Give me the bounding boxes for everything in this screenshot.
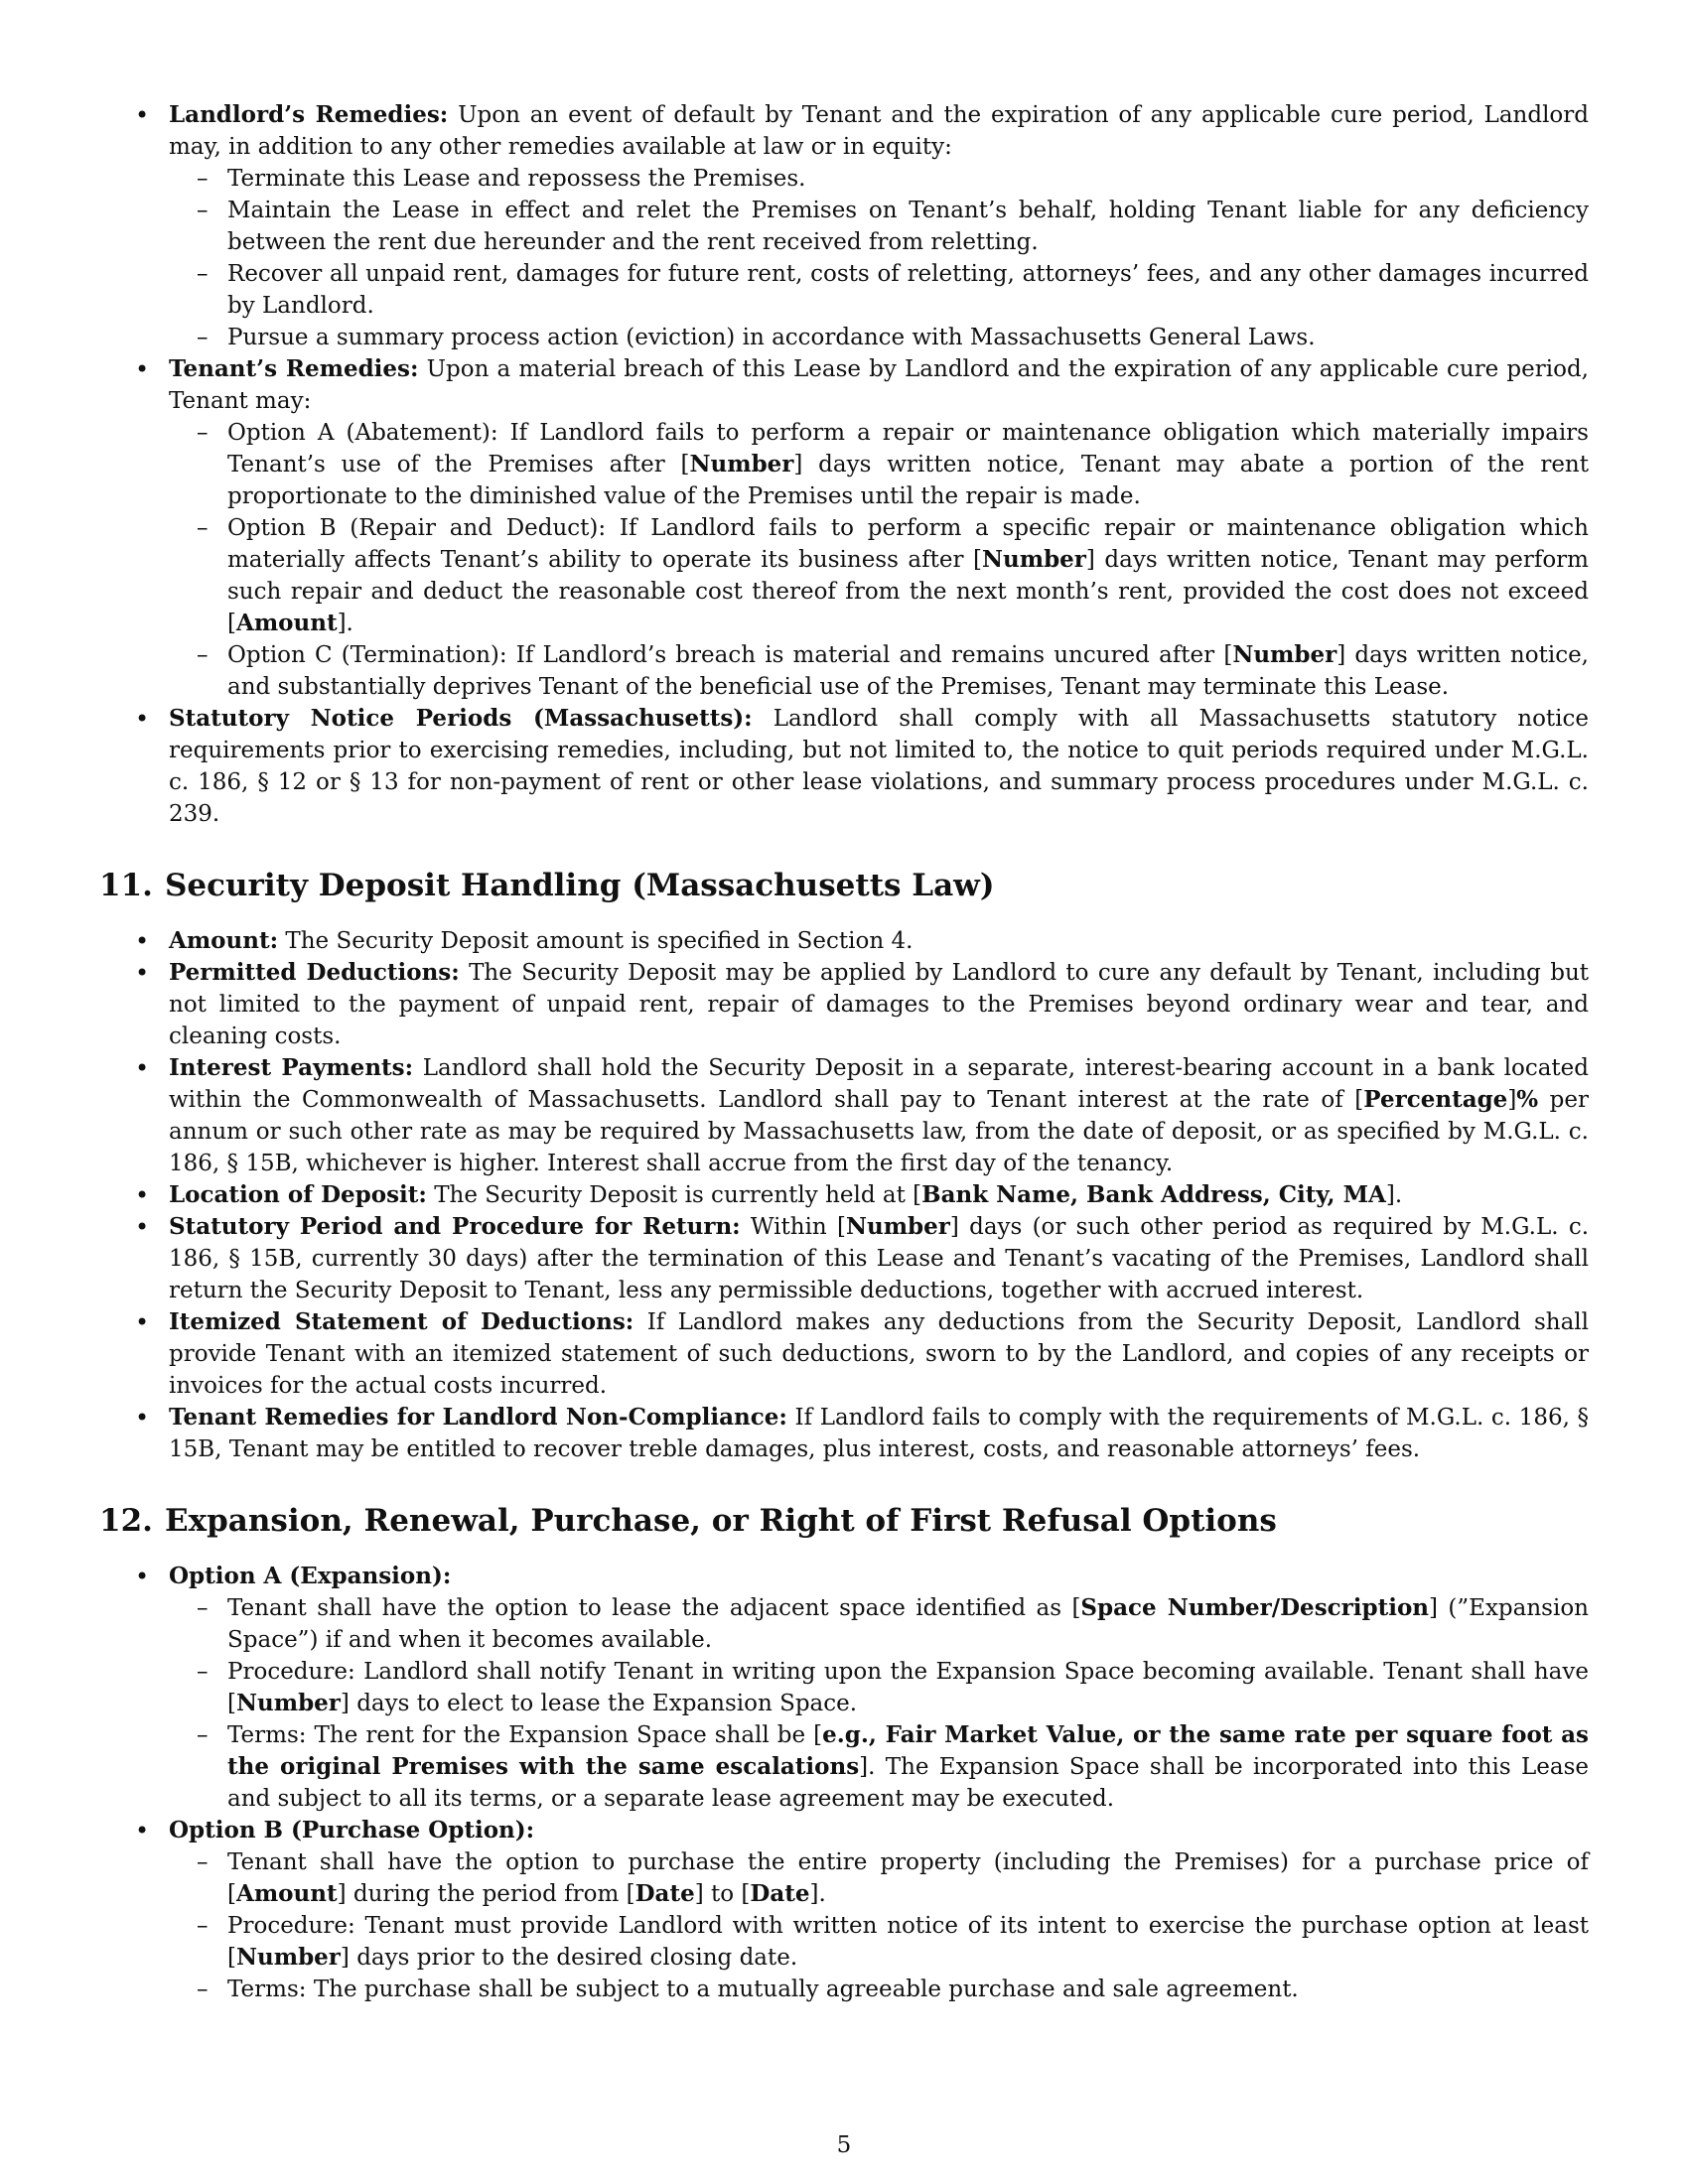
text-segment: ] during the period from [ [337,1881,635,1907]
tenant-remedies-sublist [169,417,1589,703]
section-11-heading [99,866,1589,905]
text-segment: ]. [1385,1182,1403,1208]
item-text: Upon a material breach of this Lease by Landlord and the expiration of any applicable cure period, Tenant may: [169,356,1589,414]
item-label: Itemized Statement of Deductions: [169,1308,634,1335]
placeholder-field: Number [689,451,794,478]
text-segment: Option A (Abatement): If Landlord fails to perform a repair or maintenance obligation which materially impairs Tenant’s use of the Premises after [ [227,420,1589,478]
sub-item [169,1719,1589,1815]
text-segment: ] days to elect to lease the Expansion Space. [340,1691,858,1716]
text-segment: ] days (or such other period as required by M.G.L. c. 186, § 15B, currently 30 days) after the termination of this Lease and Tenant’s vacating of the Premises, Landlord shall return the Security Deposit to Tenant, less any permissible deductions, together with accrued interest. [169,1214,1590,1303]
placeholder-field: Percentage [1363,1086,1508,1113]
sub-item: – Terminate this Lease and repossess the Premises. [169,163,1589,195]
text-segment: Landlord shall hold the Security Deposit in a separate, interest-bearing account in a bank located within the Commonwealth of Massachusetts. Landlord shall pay to Tenant interest at the rate of [ [169,1055,1589,1113]
option-c-termination [169,639,1589,703]
item-label: Location of Deposit: [169,1181,427,1208]
sub-item: – Maintain the Lease in effect and relet the Premises on Tenant’s behalf, holding Tenant liable for any deficiency between the rent due hereunder and the rent received from reletting. [169,195,1589,258]
sub-item: – Pursue a summary process action (eviction) in accordance with Massachusetts General Laws. [169,322,1589,353]
location-item [99,1179,1589,1211]
item-label: Tenant’s Remedies: [169,355,419,382]
itemized-item [99,1306,1589,1402]
item-label: Landlord’s Remedies: [169,101,449,128]
option-a-expansion-item [99,1561,1589,1815]
text-segment: ] days written notice, Tenant may perform such repair and deduct the reasonable cost thereof from the next month’s rent, provided the cost does not exceed [ [227,547,1589,636]
text-segment: % [1516,1086,1539,1113]
item-label: Option B (Purchase Option): [169,1817,535,1843]
placeholder-field: Bank Name, Bank Address, City, MA [921,1181,1386,1208]
text-segment: ] to [ [694,1881,751,1907]
text-segment: ] [1507,1087,1517,1113]
section11-list [99,925,1589,1465]
landlord-remedies-item [99,99,1589,353]
text-segment: The Security Deposit is currently held at [ [434,1182,922,1208]
interest-item [99,1052,1589,1179]
text-segment: ]. The Expansion Space shall be incorporated into this Lease and subject to all its terms, or a separate lease agreement may be executed. [227,1754,1589,1812]
sub-item [169,1592,1589,1656]
option-a-sublist [169,1592,1589,1815]
placeholder-field: Date [634,1880,695,1907]
option-b-repair-deduct [169,512,1589,639]
page-number: 5 [836,2132,852,2158]
section-12-heading [99,1501,1589,1541]
option-a-abatement [169,417,1589,512]
item-text: The Security Deposit amount is specified in Section 4. [285,928,914,954]
statutory-notice-item [99,703,1589,830]
item-text: If Landlord fails to comply with the requirements of M.G.L. c. 186, § 15B, Tenant may be entitled to recover treble damages, plus interest, costs, and reasonable attorneys’ fees. [169,1405,1590,1462]
item-label: Statutory Notice Periods (Massachusetts): [169,705,753,732]
text-segment: ] days written notice, Tenant may abate a portion of the rent proportionate to the diminished value of the Premises until the repair is made. [227,452,1589,509]
deductions-item [99,957,1589,1052]
text-segment: Option C (Termination): If Landlord’s breach is material and remains uncured after [ [227,642,1233,668]
text-segment: per annum or such other rate as may be required by Massachusetts law, from the date of deposit, or as specified by M.G.L. c. 186, § 15B, whichever is higher. Interest shall accrue from the first day of the tenancy. [169,1087,1590,1176]
text-segment: Procedure: Landlord shall notify Tenant in writing upon the Expansion Space becoming available. Tenant shall have [ [227,1659,1589,1716]
section12-list [99,1561,1589,2005]
item-text: The Security Deposit may be applied by Landlord to cure any default by Tenant, including but not limited to the payment of unpaid rent, repair of damages to the Premises beyond ordinary wear and tear, and cleaning costs. [169,960,1589,1049]
item-label: Interest Payments: [169,1054,414,1081]
text-segment: ] (”Expansion Space”) if and when it becomes available. [227,1595,1589,1653]
placeholder-field: Number [982,546,1086,573]
document-page [99,99,1589,2005]
sub-item: – Terms: The purchase shall be subject to a mutually agreeable purchase and sale agreement. [169,1974,1589,2005]
sub-item [169,1656,1589,1719]
placeholder-field: Date [750,1880,810,1907]
item-label: Amount: [169,927,279,954]
item-text: Landlord shall comply with all Massachusetts statutory notice requirements prior to exercising remedies, including, but not limited to, the notice to quit periods required under M.G.L. c. 186, § 12 or § 13 for non-payment of rent or other lease violations, and summary process procedures under M.G.L. c. 239. [169,706,1590,827]
return-item [99,1211,1589,1306]
text-segment: Tenant shall have the option to purchase the entire property (including the Premises) for a purchase price of [ [227,1849,1589,1907]
item-label: Tenant Remedies for Landlord Non-Compliance: [169,1404,787,1431]
sub-item: – Recover all unpaid rent, damages for future rent, costs of reletting, attorneys’ fees, and any other damages incurred by Landlord. [169,258,1589,322]
item-label: Statutory Period and Procedure for Return: [169,1213,741,1240]
placeholder-field: e.g., Fair Market Value, or the same rate per square foot as the original Premises with the same escalations [227,1721,1589,1780]
text-segment: ] days prior to the desired closing date. [340,1945,798,1971]
landlord-remedies-sublist [169,163,1589,353]
text-segment: Terms: The rent for the Expansion Space shall be [ [227,1722,823,1748]
placeholder-field: Amount [235,610,338,636]
noncompliance-item [99,1402,1589,1465]
amount-item [99,925,1589,957]
item-text: If Landlord makes any deductions from the Security Deposit, Landlord shall provide Tenant with an itemized statement of such deductions, sworn to by the Landlord, and copies of any receipts or invoices for the actual costs incurred. [169,1309,1590,1399]
sub-item [169,1910,1589,1974]
text-segment: ] days written notice, and substantially deprives Tenant of the beneficial use of the Premises, Tenant may terminate this Lease. [227,642,1589,700]
text-segment: Procedure: Tenant must provide Landlord with written notice of its intent to exercise the purchase option at least [ [227,1913,1589,1971]
placeholder-field: Number [235,1944,341,1971]
text-segment: Within [ [750,1214,846,1240]
section-number: 12. [99,1503,153,1539]
placeholder-field: Number [235,1690,341,1716]
sub-item [169,1846,1589,1910]
text-segment: ]. [809,1881,826,1907]
section-title: Security Deposit Handling (Massachusetts Law) [165,868,995,903]
placeholder-field: Space Number/Description [1080,1594,1430,1621]
option-b-sublist [169,1846,1589,2005]
text-segment: Option B (Repair and Deduct): If Landlord fails to perform a specific repair or maintenance obligation which materially affects Tenant’s ability to operate its business after [ [227,515,1589,573]
placeholder-field: Number [1232,641,1337,668]
placeholder-field: Number [845,1213,950,1240]
section10-list [99,99,1589,830]
text-segment: Tenant shall have the option to lease the adjacent space identified as [ [227,1595,1081,1621]
item-text: Upon an event of default by Tenant and the expiration of any applicable cure period, Landlord may, in addition to any other remedies available at law or in equity: [169,102,1589,160]
section-number: 11. [99,868,153,903]
text-segment: ]. [337,611,353,636]
section-title: Expansion, Renewal, Purchase, or Right of First Refusal Options [165,1503,1277,1539]
tenant-remedies-item [99,353,1589,703]
item-label: Option A (Expansion): [169,1563,452,1589]
item-label: Permitted Deductions: [169,959,460,986]
placeholder-field: Amount [235,1880,338,1907]
option-b-purchase-item [99,1815,1589,2005]
